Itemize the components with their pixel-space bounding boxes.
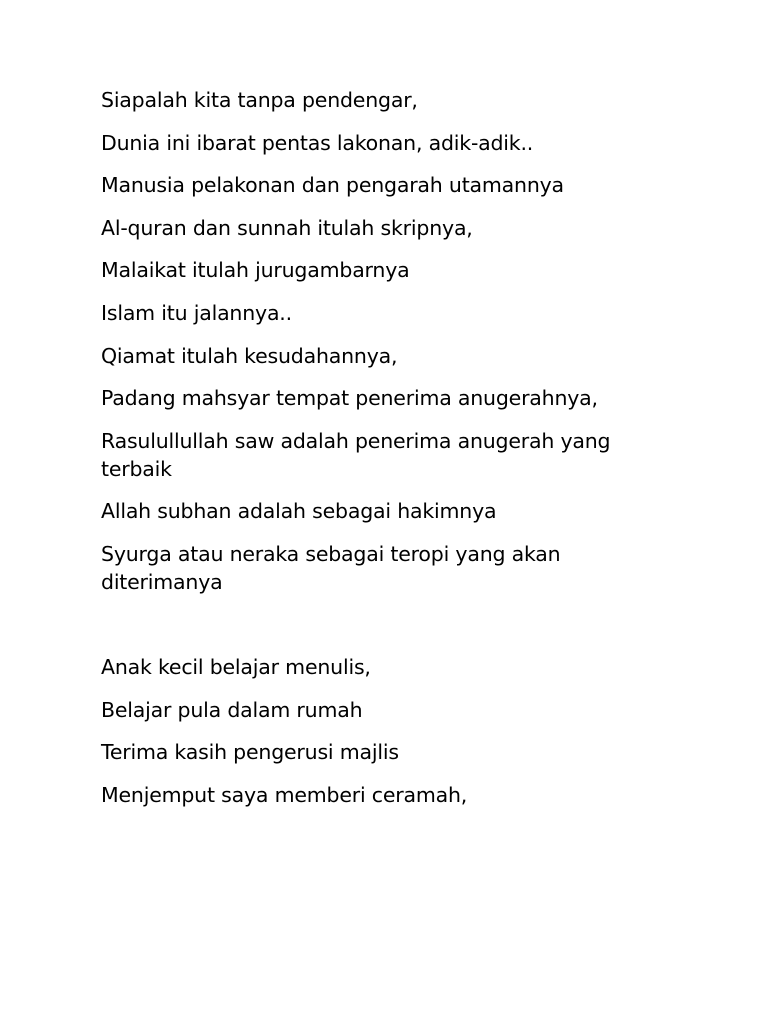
poem-line: Menjemput saya memberi ceramah,: [101, 782, 468, 807]
poem-line: Qiamat itulah kesudahannya,: [101, 343, 398, 368]
poem-line: Siapalah kita tanpa pendengar,: [101, 88, 418, 112]
poem-line: Anak kecil belajar menulis,: [101, 655, 371, 679]
poem-line: Islam itu jalannya..: [101, 300, 292, 325]
stanza-1: [101, 86, 661, 611]
poem-line: Malaikat itulah jurugambarnya: [101, 258, 410, 283]
poem-line: Terima kasih pengerusi majlis: [101, 740, 399, 765]
poem-line: Manusia pelakonan dan pengarah utamannya: [101, 173, 564, 198]
poem-line: Rasulullullah saw adalah penerima anugerah yang terbaik: [101, 428, 611, 481]
poem-line: Padang mahsyar tempat penerima anugerahnya,: [101, 386, 598, 411]
poem-line: Belajar pula dalam rumah: [101, 697, 363, 722]
poem-line: Syurga atau neraka sebagai teropi yang akan diterimanya: [101, 541, 561, 594]
poem-line: Allah subhan adalah sebagai hakimnya: [101, 499, 497, 524]
poem-line: Dunia ini ibarat pentas lakonan, adik-adik..: [101, 130, 534, 155]
poem-line: Al-quran dan sunnah itulah skripnya,: [101, 215, 473, 240]
stanza-2: [101, 653, 661, 823]
